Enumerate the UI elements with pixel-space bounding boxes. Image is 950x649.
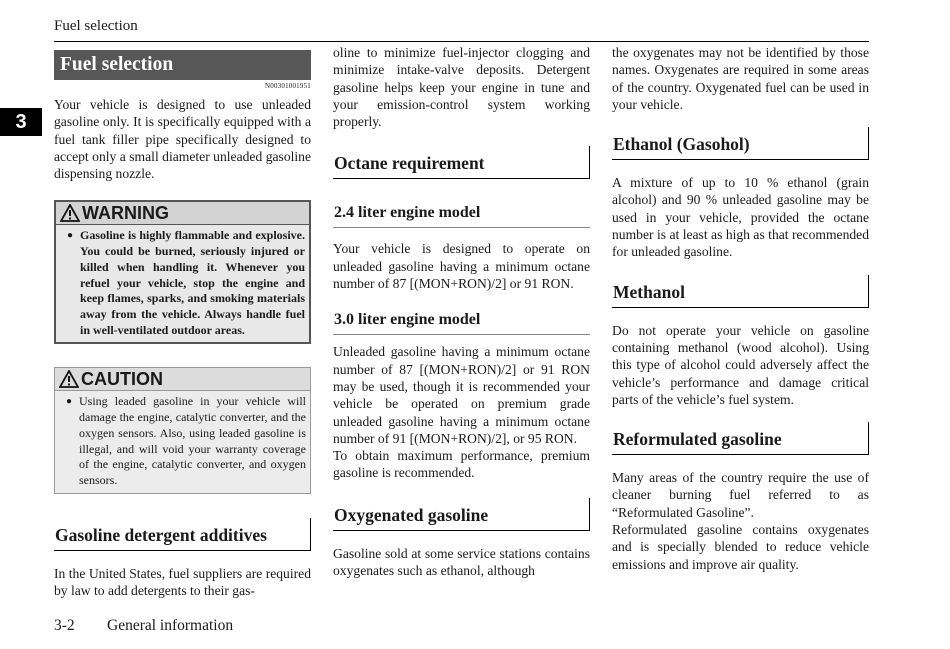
warning-label <box>56 202 309 225</box>
ethanol-paragraph: A mixture of up to 10 % ethanol (grain alcohol) and 90 % unleaded gasoline may be used in your vehicle, provided the octane number is at least as high as that recommended for unleaded gasoline. <box>612 175 869 260</box>
detergent-paragraph: In the United States, fuel suppliers are required by law to add detergents to their gas- <box>54 565 311 598</box>
reformulated-paragraph: Many areas of the country require the use of cleaner burning fuel referred to as “Reformulated Gasoline”. <box>612 470 869 520</box>
document-code: N00301001951 <box>265 82 311 90</box>
continued-paragraph: oline to minimize fuel-injector clogging and minimize intake-valve deposits. Detergent gasoline helps keep your engine in tune and your emission-control system working properly. <box>333 45 590 130</box>
methanol-heading: Methanol <box>612 275 869 308</box>
caution-triangle-icon <box>59 370 79 388</box>
column-2 <box>333 44 590 579</box>
engine-30-heading: 3.0 liter engine model <box>333 306 590 335</box>
caution-label-text: CAUTION <box>81 369 163 390</box>
ethanol-heading: Ethanol (Gasohol) <box>612 127 869 160</box>
footer-section-title: General information <box>107 617 234 634</box>
caution-label <box>55 368 310 391</box>
engine-24-heading: 2.4 liter engine model <box>333 199 590 228</box>
warning-text: Gasoline is highly flammable and explosive. You could be burned, seriously injured or killed when handling it. Whenever you refuel your vehicle, stop the engine and keep flames, sparks, and smoking materials away from the vehicle. Always handle fuel in well-ventilated outdoor areas. <box>80 228 305 337</box>
detergent-heading: Gasoline detergent additives <box>54 518 311 551</box>
engine-24-paragraph: Your vehicle is designed to operate on unleaded gasoline having a minimum octane number of 87 [(MON+RON)/2] or 91 RON. <box>333 241 590 292</box>
caution-box <box>54 367 311 493</box>
octane-heading: Octane requirement <box>333 146 590 179</box>
warning-item <box>56 225 309 342</box>
oxygenated-heading: Oxygenated gasoline <box>333 498 590 531</box>
bullet-icon: ● <box>66 396 73 408</box>
page-title: Fuel selection <box>54 50 311 80</box>
reformulated-heading: Reformulated gasoline <box>612 422 869 455</box>
bullet-icon: ● <box>67 230 74 242</box>
engine-30-paragraph-2: To obtain maximum performance, premium gasoline is recommended. <box>333 448 590 481</box>
oxygenated-paragraph: Gasoline sold at some service stations contains oxygenates such as ethanol, although <box>333 545 590 579</box>
column-1 <box>54 44 311 599</box>
continued-paragraph: the oxygenates may not be identified by those names. Oxygenates are required in some areas of the country. Oxygenated fuel can be used in your vehicle. <box>612 45 869 112</box>
methanol-paragraph: Do not operate your vehicle on gasoline containing methanol (wood alcohol). Using this type of alcohol could adversely affect the vehicle’s performance and damage critical parts of the vehicle’s fuel system. <box>612 322 869 407</box>
column-3 <box>612 44 869 573</box>
reformulated-paragraph-2: Reformulated gasoline contains oxygenates and is specially blended to reduce vehicle emissions and improve air quality. <box>612 522 869 572</box>
engine-30-paragraph: Unleaded gasoline having a minimum octane number of 87 [(MON+RON)/2] or 91 RON may be used, though it is recommended your vehicle be operated on premium grade unleaded gasoline having a minimum octane number of 91 [(MON+RON)/2], or 95 RON. <box>333 344 590 446</box>
caution-text: Using leaded gasoline in your vehicle will damage the engine, catalytic converter, and the oxygen sensors. Also, using leaded gasoline is illegal, and will void your warranty coverage of the engine, catalytic converter, and oxygen sensors. <box>79 394 306 487</box>
header-rule <box>54 41 869 42</box>
warning-triangle-icon <box>60 204 80 222</box>
page-number: 3-2 <box>54 617 75 634</box>
caution-item <box>55 391 310 492</box>
intro-paragraph: Your vehicle is designed to use unleaded gasoline only. It is specifically equipped with a fuel tank filler pipe specifically designed to accept only a small diameter unleaded gasoline dispensing nozzle. <box>54 97 311 182</box>
warning-box <box>54 200 311 344</box>
warning-label-text: WARNING <box>82 203 169 224</box>
running-head: Fuel selection <box>54 18 138 34</box>
chapter-tab: 3 <box>0 108 42 136</box>
